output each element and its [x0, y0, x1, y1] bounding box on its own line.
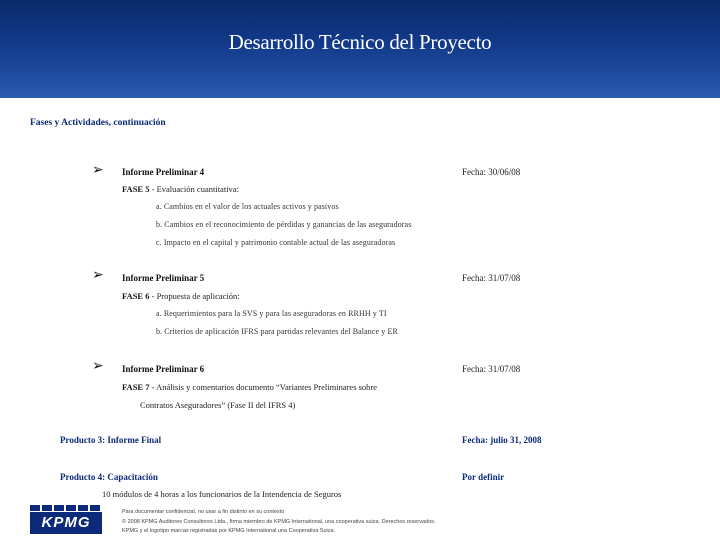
- section-title: Fases y Actividades, continuación: [30, 118, 166, 128]
- arrow-bullet-icon: ➢: [92, 358, 104, 374]
- phase-text: - Evaluación cuantitativa:: [149, 184, 239, 194]
- footer-fine-print: Para documentar confidencial, no usar a fin distinto en su contexto: [122, 509, 285, 515]
- report-label: Informe Preliminar 5: [122, 273, 205, 283]
- report-date: Fecha: 31/07/08: [462, 273, 521, 283]
- phase-item: a. Cambios en el valor de los actuales activos y pasivos: [156, 202, 339, 211]
- phase-item: a. Requerimientos para la SVS y para las aseguradoras en RRHH y TI: [156, 309, 387, 318]
- phase-line: [122, 184, 239, 194]
- footer-fine-print: KPMG y el logotipo marcas registradas por KPMG International una Cooperativa Suiza.: [122, 528, 336, 534]
- report-date: Fecha: 31/07/08: [462, 364, 521, 374]
- product-date: Por definir: [462, 472, 505, 482]
- report-label: Informe Preliminar 6: [122, 364, 205, 374]
- phase-line: [122, 291, 240, 301]
- logo-stripes: [30, 505, 102, 511]
- kpmg-logo: KPMG: [30, 512, 102, 534]
- phase-code: FASE 5: [122, 184, 150, 194]
- report-date: Fecha: 30/06/08: [462, 167, 521, 177]
- phase-text: - Propuesta de aplicación:: [149, 291, 240, 301]
- report-label: Informe Preliminar 4: [122, 167, 205, 177]
- page-title: Desarrollo Técnico del Proyecto: [228, 30, 492, 54]
- arrow-bullet-icon: ➢: [92, 267, 104, 283]
- product-label: Producto 3: Informe Final: [60, 435, 162, 445]
- product-date: Fecha: julio 31, 2008: [462, 435, 542, 445]
- product-label: Producto 4: Capacitación: [60, 472, 158, 482]
- phase-code: FASE 7: [122, 382, 150, 392]
- phase-item: b. Cambios en el reconocimiento de pérdidas y ganancias de las aseguradoras: [156, 220, 412, 229]
- phase-text: - Análisis y comentarios documento “Variantes Preliminares sobre: [149, 382, 378, 392]
- phase-item: c. Impacto en el capital y patrimonio contable actual de las aseguradoras: [156, 238, 396, 247]
- phase-line: [122, 382, 377, 392]
- arrow-bullet-icon: ➢: [92, 162, 104, 178]
- product-detail: 10 módulos de 4 horas a los funcionarios de la Intendencia de Seguros: [102, 489, 342, 499]
- footer-fine-print: © 2008 KPMG Auditores Consultores Ltda., firma miembro de KPMG International, una cooperativa suiza. Derechos reservados.: [122, 519, 436, 525]
- phase-item: b. Criterios de aplicación IFRS para partidas relevantes del Balance y ER: [156, 327, 398, 336]
- phase-text-continued: Contratos Aseguradores” (Fase II del IFRS 4): [140, 400, 296, 410]
- phase-code: FASE 6: [122, 291, 150, 301]
- header-banner: [0, 0, 720, 98]
